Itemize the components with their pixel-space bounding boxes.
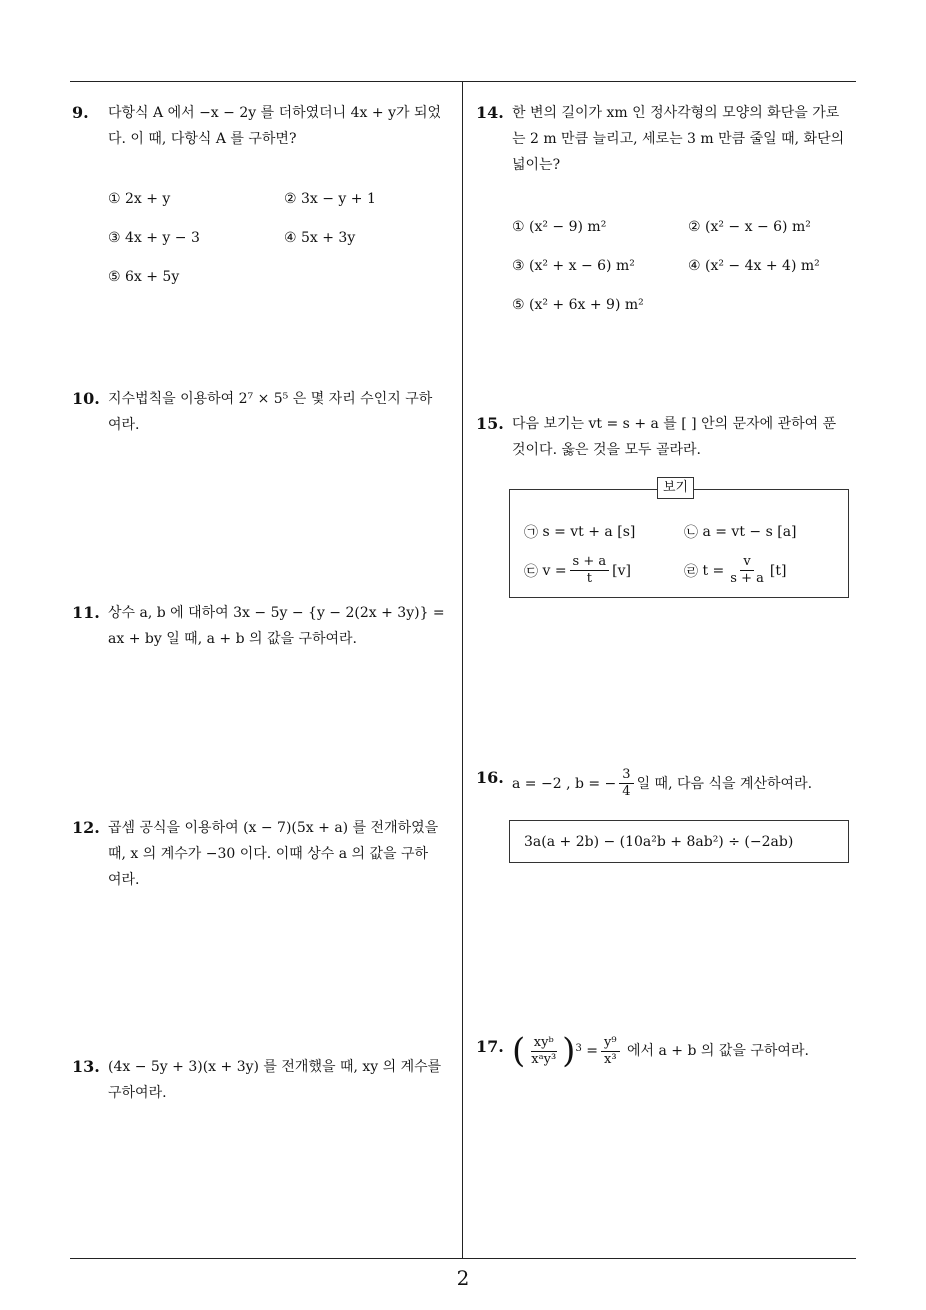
question-stem	[512, 411, 836, 463]
bogi-item-1	[524, 522, 635, 542]
question-9	[72, 100, 462, 300]
equals-sign: =	[586, 1043, 598, 1059]
question-number: 17.	[476, 1037, 504, 1056]
choice-5[interactable]: ⑤ (x² + 6x + 9) m²	[512, 297, 644, 313]
choice-4[interactable]: ④ (x² − 4x + 4) m²	[688, 258, 820, 274]
bogi-item-3	[524, 554, 631, 587]
fraction	[727, 554, 767, 587]
question-17	[476, 1031, 860, 1094]
choice-2[interactable]: ② 3x − y + 1	[284, 191, 376, 207]
bogi-item-4	[684, 554, 786, 587]
column-divider	[462, 82, 463, 1258]
fraction-numerator: xyᵇ	[531, 1035, 557, 1052]
question-10	[72, 386, 462, 446]
bogi-mark: ㉡	[684, 525, 698, 541]
exponent: 3	[575, 1043, 582, 1054]
bogi-mark: ㉠	[524, 525, 538, 541]
bogi-tag: [t]	[769, 562, 787, 579]
stem-line: 곱셈 공식을 이용하여 (x − 7)(5x + a) 를 전개하였을	[108, 820, 439, 836]
choice-2[interactable]: ② (x² − x − 6) m²	[688, 219, 811, 235]
question-number: 16.	[476, 768, 504, 787]
bogi-tag: [v]	[612, 562, 631, 579]
stem-line: 다. 이 때, 다항식 A 를 구하면?	[108, 131, 297, 147]
question-number: 12.	[72, 818, 100, 837]
stem-line: 여라.	[108, 417, 140, 433]
question-stem	[108, 100, 441, 152]
bogi-lhs: v =	[542, 562, 567, 579]
stem-text: a = −2 , b = −	[512, 775, 617, 792]
fraction-denominator: x³	[604, 1051, 617, 1067]
choice-3[interactable]: ③ 4x + y − 3	[108, 230, 200, 246]
bogi-text: s = vt + a [s]	[542, 524, 636, 540]
fraction-numerator: v	[740, 554, 753, 571]
question-number: 10.	[72, 389, 100, 408]
choice-5[interactable]: ⑤ 6x + 5y	[108, 269, 180, 285]
expression-box	[509, 820, 849, 863]
question-stem	[108, 600, 445, 652]
stem-line: 넓이는?	[512, 157, 561, 173]
stem-line: 때, x 의 계수가 −30 이다. 이때 상수 a 의 값을 구하	[108, 846, 429, 862]
fraction-denominator: s + a	[730, 571, 764, 586]
fraction	[601, 1035, 620, 1068]
bogi-mark: ㉣	[684, 563, 698, 580]
question-14	[476, 100, 860, 320]
fraction-denominator: t	[586, 571, 592, 586]
choice-1[interactable]: ① (x² − 9) m²	[512, 219, 607, 235]
stem-text: 일 때, 다음 식을 계산하여라.	[636, 775, 813, 792]
stem-line: 여라.	[108, 872, 140, 888]
stem-line: 상수 a, b 에 대하여 3x − 5y − {y − 2(2x + 3y)} =	[108, 605, 445, 621]
question-number: 13.	[72, 1057, 100, 1076]
fraction	[619, 767, 633, 800]
stem-line: ax + by 일 때, a + b 의 값을 구하여라.	[108, 631, 358, 647]
bottom-rule	[70, 1258, 856, 1259]
fraction	[528, 1035, 559, 1068]
fraction-denominator: xᵃy³	[531, 1051, 557, 1067]
question-number: 9.	[72, 103, 89, 122]
expression: 3a(a + 2b) − (10a²b + 8ab²) ÷ (−2ab)	[524, 834, 794, 850]
question-stem	[512, 767, 812, 800]
stem-line: 는 2 m 만큼 늘리고, 세로는 3 m 만큼 줄일 때, 화단의	[512, 131, 845, 147]
fraction-numerator: 3	[619, 767, 633, 784]
stem-line: 구하여라.	[108, 1085, 167, 1101]
page-number: 2	[456, 1266, 470, 1290]
bogi-lhs: t =	[702, 562, 725, 579]
question-11	[72, 600, 462, 660]
stem-line: 다항식 A 에서 −x − 2y 를 더하였더니 4x + y가 되었	[108, 105, 442, 121]
stem-text: 에서 a + b 의 값을 구하여라.	[627, 1043, 809, 1059]
choice-1[interactable]: ① 2x + y	[108, 191, 171, 207]
left-paren: (	[512, 1031, 526, 1071]
choice-4[interactable]: ④ 5x + 3y	[284, 230, 356, 246]
stem-line: 한 변의 길이가 xm 인 정사각형의 모양의 화단을 가로	[512, 105, 840, 121]
bogi-text: a = vt − s [a]	[702, 524, 797, 540]
right-paren: )	[562, 1031, 576, 1071]
fraction-denominator: 4	[622, 784, 631, 799]
fraction	[570, 554, 610, 587]
stem-line: 지수법칙을 이용하여 2⁷ × 5⁵ 은 몇 자리 수인지 구하	[108, 391, 433, 407]
bogi-box	[509, 489, 849, 598]
fraction-numerator: s + a	[570, 554, 610, 571]
question-13	[72, 1054, 462, 1114]
question-number: 15.	[476, 414, 504, 433]
question-stem	[108, 815, 438, 893]
question-15	[476, 411, 860, 471]
bogi-title: 보기	[657, 477, 694, 499]
stem-line: 것이다. 옳은 것을 모두 골라라.	[512, 442, 701, 458]
bogi-mark: ㉢	[524, 563, 538, 580]
question-number: 14.	[476, 103, 504, 122]
question-stem	[512, 1031, 809, 1071]
question-12	[72, 815, 462, 895]
bogi-item-2	[684, 522, 797, 542]
stem-line: (4x − 5y + 3)(x + 3y) 를 전개했을 때, xy 의 계수를	[108, 1059, 442, 1075]
choice-3[interactable]: ③ (x² + x − 6) m²	[512, 258, 635, 274]
question-stem	[512, 100, 844, 178]
stem-line: 다음 보기는 vt = s + a 를 [ ] 안의 문자에 관하여 푼	[512, 416, 837, 432]
question-stem	[108, 1054, 441, 1106]
fraction-numerator: y⁹	[601, 1035, 620, 1052]
question-stem	[108, 386, 432, 438]
question-16	[476, 765, 860, 815]
question-number: 11.	[72, 603, 100, 622]
top-rule	[70, 81, 856, 82]
